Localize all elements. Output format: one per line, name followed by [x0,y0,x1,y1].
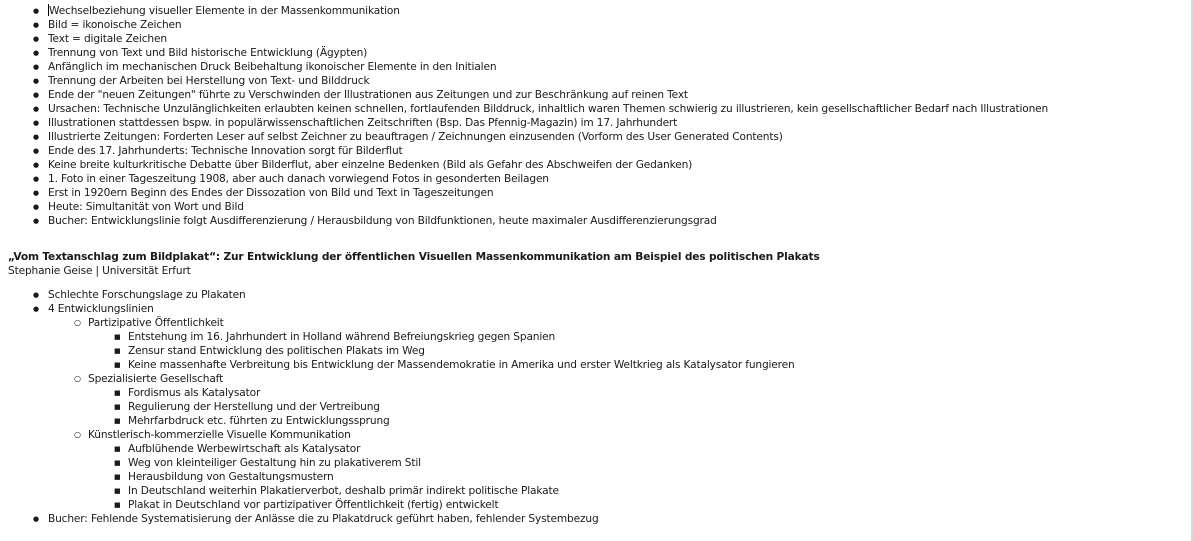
sublist-item [88,428,1188,512]
sub-sublist-item: ■ Mehrfarbdruck etc. führten zu Entwicklungssprung [128,414,1188,428]
list-item: ● 1. Foto in einer Tageszeitung 1908, aber auch danach vorwiegend Fotos in gesonderten Beilagen [48,172,1188,186]
list-item: ● Schlechte Forschungslage zu Plakaten [48,288,1188,302]
sublist-item-label: ○ Künstlerisch-kommerzielle Visuelle Kommunikation [88,429,351,441]
document-body[interactable] [0,4,1188,526]
sub-sublist-item: ■ Keine massenhafte Verbreitung bis Entwicklung der Massendemokratie in Amerika und erster Weltkrieg als Katalysator fungieren [128,358,1188,372]
notes-list [48,4,1188,228]
list-item: ● Heute: Simultanität von Wort und Bild [48,200,1188,214]
author-line: Stephanie Geise | Universität Erfurt [8,265,191,277]
sub-sublist-item: ■ Herausbildung von Gestaltungsmustern [128,470,1188,484]
sub-sublist-item: ■ Regulierung der Herstellung und der Vertreibung [128,400,1188,414]
list-item: ● Illustrierte Zeitungen: Forderten Leser auf selbst Zeichner zu beauftragen / Zeichnungen einzusenden (Vorform des User Generated Contents) [48,130,1188,144]
sublist-item [88,316,1188,372]
sublist-item-label: ○ Spezialisierte Gesellschaft [88,373,224,385]
list-item: ● Keine breite kulturkritische Debatte über Bilderflut, aber einzelne Bedenken (Bild als Gefahr des Abschweifen der Gedanken) [48,158,1188,172]
list-item: ● Text = digitale Zeichen [48,32,1188,46]
section-heading: „Vom Textanschlag zum Bildplakat“: Zur Entwicklung der öffentlichen Visuellen Massenkommunikation am Beispiel des politischen Plakats [8,251,820,263]
list-item-text: Wechselbeziehung visueller Elemente in der Massenkommunikation [49,5,400,17]
sub-sublist-item: ■ Entstehung im 16. Jahrhundert in Holland während Befreiungskrieg gegen Spanien [128,330,1188,344]
sub-sublist [128,442,1188,512]
sublist-item [88,372,1188,428]
list-item [48,4,1188,18]
list-item: ● Erst in 1920ern Beginn des Endes der Dissozation von Bild und Text in Tageszeitungen [48,186,1188,200]
sublist-item-label: ○ Partizipative Öffentlichkeit [88,317,224,329]
sublist [88,316,1188,512]
list-item: ● Ursachen: Technische Unzulänglichkeiten erlaubten keinen schnellen, fortlaufenden Bilddruck, inhaltlich waren Themen schwierig zu illustrieren, kein gesellschaftlicher Bedarf nach Illustrationen [48,102,1188,116]
sub-sublist-item: ■ Aufblühende Werbewirtschaft als Katalysator [128,442,1188,456]
sub-sublist-item: ■ Zensur stand Entwicklung des politischen Plakats im Weg [128,344,1188,358]
list-item: ● Ende des 17. Jahrhunderts: Technische Innovation sorgt für Bilderflut [48,144,1188,158]
list-item: ● Trennung von Text und Bild historische Entwicklung (Ägypten) [48,46,1188,60]
list-item: ● Trennung der Arbeiten bei Herstellung von Text- und Bilddruck [48,74,1188,88]
sub-sublist-item: ■ Weg von kleinteiliger Gestaltung hin zu plakativerem Stil [128,456,1188,470]
list-item-text: ● 4 Entwicklungslinien [48,303,154,315]
list-item: ● Bild = ikonoische Zeichen [48,18,1188,32]
list-item [48,302,1188,512]
list-item: ● Anfänglich im mechanischen Druck Beibehaltung ikonoischer Elemente in den Initialen [48,60,1188,74]
sub-sublist-item: ■ Plakat in Deutschland vor partizipativer Öffentlichkeit (fertig) entwickelt [128,498,1188,512]
list-item: ● Ende der "neuen Zeitungen" führte zu Verschwinden der Illustrationen aus Zeitungen und zur Beschränkung auf reinen Text [48,88,1188,102]
sub-sublist [128,330,1188,372]
list-item: ● Bucher: Entwicklungslinie folgt Ausdifferenzierung / Herausbildung von Bildfunktionen, heute maximaler Ausdifferenzierungsgrad [48,214,1188,228]
list-item: ● Illustrationen stattdessen bspw. in populärwissenschaftlichen Zeitschriften (Bsp. Das Pfennig-Magazin) im 17. Jahrhundert [48,116,1188,130]
sub-sublist-item: ■ In Deutschland weiterhin Plakatierverbot, deshalb primär indirekt politische Plakate [128,484,1188,498]
section-list [48,288,1188,526]
sub-sublist-item: ■ Fordismus als Katalysator [128,386,1188,400]
sub-sublist [128,386,1188,428]
list-item: ● Bucher: Fehlende Systematisierung der Anlässe die zu Plakatdruck geführt haben, fehlender Systembezug [48,512,1188,526]
